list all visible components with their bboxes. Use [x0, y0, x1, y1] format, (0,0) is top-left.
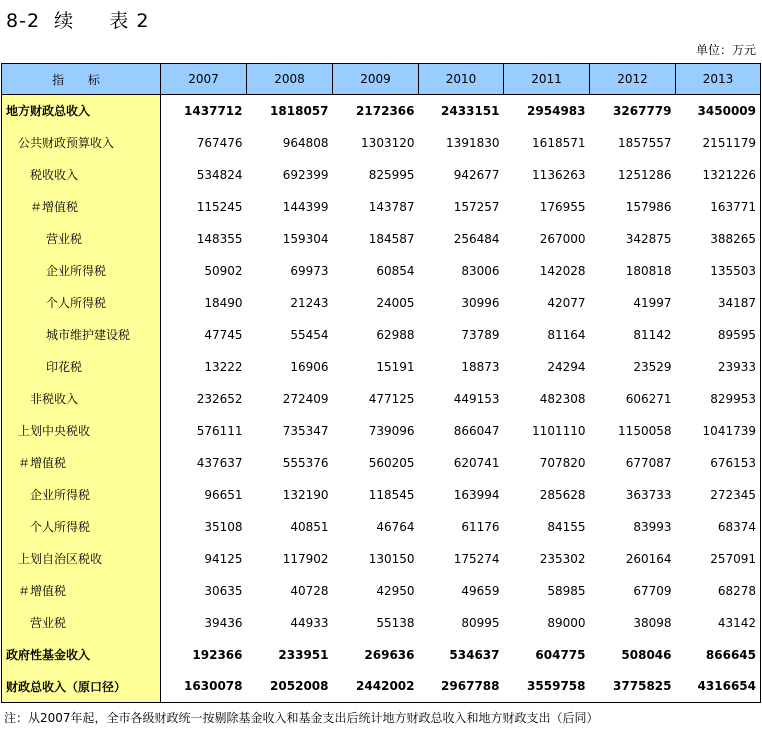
value-cell: 117902 — [282, 551, 329, 566]
value-cell: 38098 — [633, 615, 672, 630]
table-row — [2, 415, 761, 447]
table-row — [2, 127, 761, 159]
value-cell: 707820 — [539, 455, 586, 470]
value-cell: 257091 — [676, 543, 761, 575]
value-cell: 4316654 — [676, 671, 761, 703]
row-label: 个人所得税 — [2, 511, 161, 543]
value-cell: 477125 — [368, 391, 415, 406]
value-cell: 148355 — [196, 231, 243, 246]
value-cell: 13222 — [204, 359, 243, 374]
row-label: 上划自治区税收 — [2, 543, 161, 575]
value-cell: 83993 — [633, 519, 672, 534]
value-cell: 342875 — [625, 231, 672, 246]
indicator-header: 指 标 — [2, 64, 161, 95]
value-cell: 1857557 — [618, 135, 672, 150]
value-cell: 41997 — [633, 295, 672, 310]
value-cell: 272409 — [282, 391, 329, 406]
value-cell: 2052008 — [247, 671, 333, 703]
value-cell: 1041739 — [676, 415, 761, 447]
value-cell: 68278 — [676, 575, 761, 607]
value-cell: 43142 — [676, 607, 761, 639]
value-cell: 1136263 — [532, 167, 586, 182]
value-cell: 3450009 — [676, 95, 761, 127]
value-cell: 2954983 — [527, 103, 586, 118]
value-cell: 677087 — [625, 455, 672, 470]
year-header-2008: 2008 — [247, 64, 333, 95]
value-cell: 40851 — [290, 519, 329, 534]
value-cell: 735347 — [282, 423, 329, 438]
value-cell: 576111 — [196, 423, 243, 438]
value-cell: 42950 — [376, 583, 415, 598]
value-cell: 388265 — [676, 223, 761, 255]
value-cell: 1251286 — [618, 167, 672, 182]
value-cell: 130150 — [368, 551, 415, 566]
row-label: 税收收入 — [2, 159, 161, 191]
revenue-table — [1, 63, 761, 703]
value-cell: 144399 — [282, 199, 329, 214]
value-cell: 508046 — [621, 647, 672, 662]
value-cell: 3775825 — [590, 671, 676, 703]
value-cell: 184587 — [368, 231, 415, 246]
value-cell: 555376 — [282, 455, 329, 470]
table-header-row — [2, 64, 761, 95]
value-cell: 1321226 — [676, 159, 761, 191]
value-cell: 16906 — [290, 359, 329, 374]
value-cell: 176955 — [539, 199, 586, 214]
value-cell: 61176 — [461, 519, 500, 534]
value-cell: 1391830 — [446, 135, 500, 150]
value-cell: 560205 — [368, 455, 415, 470]
value-cell: 163994 — [453, 487, 500, 502]
row-label: 财政总收入（原口径） — [2, 671, 161, 703]
value-cell: 534637 — [449, 647, 500, 662]
value-cell: 232652 — [196, 391, 243, 406]
value-cell: 1630078 — [161, 671, 247, 703]
value-cell: 767476 — [196, 135, 243, 150]
value-cell: 233951 — [278, 647, 329, 662]
value-cell: 89595 — [676, 319, 761, 351]
value-cell: 69973 — [290, 263, 329, 278]
value-cell: 676153 — [676, 447, 761, 479]
table-row — [2, 95, 761, 127]
row-label: 企业所得税 — [2, 255, 161, 287]
row-label: 营业税 — [2, 607, 161, 639]
value-cell: 23529 — [633, 359, 672, 374]
value-cell: 692399 — [282, 167, 329, 182]
row-label: ＃增值税 — [2, 447, 161, 479]
value-cell: 620741 — [453, 455, 500, 470]
table-row — [2, 287, 761, 319]
row-label: ＃增值税 — [2, 191, 161, 223]
table-row — [2, 479, 761, 511]
row-label: 营业税 — [2, 223, 161, 255]
table-row — [2, 383, 761, 415]
value-cell: 80995 — [461, 615, 500, 630]
value-cell: 1818057 — [270, 103, 329, 118]
value-cell: 1618571 — [532, 135, 586, 150]
value-cell: 482308 — [539, 391, 586, 406]
value-cell: 73789 — [461, 327, 500, 342]
value-cell: 23933 — [676, 351, 761, 383]
value-cell: 163771 — [676, 191, 761, 223]
value-cell: 62988 — [376, 327, 415, 342]
value-cell: 2442002 — [333, 671, 419, 703]
value-cell: 81142 — [633, 327, 672, 342]
value-cell: 60854 — [376, 263, 415, 278]
value-cell: 2172366 — [356, 103, 415, 118]
value-cell: 256484 — [453, 231, 500, 246]
value-cell: 866047 — [453, 423, 500, 438]
row-label: 政府性基金收入 — [2, 639, 161, 671]
table-row — [2, 511, 761, 543]
value-cell: 118545 — [368, 487, 415, 502]
value-cell: 3559758 — [504, 671, 590, 703]
table-row — [2, 223, 761, 255]
table-row — [2, 255, 761, 287]
value-cell: 2433151 — [441, 103, 500, 118]
value-cell: 30996 — [461, 295, 500, 310]
value-cell: 89000 — [547, 615, 586, 630]
value-cell: 132190 — [282, 487, 329, 502]
value-cell: 143787 — [368, 199, 415, 214]
value-cell: 18490 — [204, 295, 243, 310]
year-header-2011: 2011 — [504, 64, 590, 95]
value-cell: 3267779 — [613, 103, 672, 118]
page-title: 8-2 续 表 2 — [6, 10, 150, 32]
table-row — [2, 319, 761, 351]
year-header-2013: 2013 — [676, 64, 761, 95]
year-header-2007: 2007 — [161, 64, 247, 95]
value-cell: 135503 — [676, 255, 761, 287]
table-row — [2, 639, 761, 671]
value-cell: 49659 — [461, 583, 500, 598]
value-cell: 58985 — [547, 583, 586, 598]
value-cell: 142028 — [539, 263, 586, 278]
table-row — [2, 351, 761, 383]
table-row — [2, 159, 761, 191]
value-cell: 269636 — [364, 647, 415, 662]
table-row — [2, 607, 761, 639]
value-cell: 34187 — [676, 287, 761, 319]
table-row — [2, 543, 761, 575]
value-cell: 604775 — [535, 647, 586, 662]
value-cell: 44933 — [290, 615, 329, 630]
row-label: 城市维护建设税 — [2, 319, 161, 351]
row-label: 企业所得税 — [2, 479, 161, 511]
value-cell: 964808 — [282, 135, 329, 150]
value-cell: 55454 — [290, 327, 329, 342]
value-cell: 437637 — [196, 455, 243, 470]
row-label: 非税收入 — [2, 383, 161, 415]
table-body — [2, 95, 761, 703]
value-cell: 18873 — [461, 359, 500, 374]
value-cell: 50902 — [204, 263, 243, 278]
value-cell: 84155 — [547, 519, 586, 534]
row-label: ＃增值税 — [2, 575, 161, 607]
year-header-2010: 2010 — [419, 64, 504, 95]
value-cell: 21243 — [290, 295, 329, 310]
value-cell: 55138 — [376, 615, 415, 630]
row-label: 个人所得税 — [2, 287, 161, 319]
value-cell: 94125 — [204, 551, 243, 566]
value-cell: 260164 — [625, 551, 672, 566]
row-label: 公共财政预算收入 — [2, 127, 161, 159]
row-label: 印花税 — [2, 351, 161, 383]
table-row — [2, 575, 761, 607]
value-cell: 24005 — [376, 295, 415, 310]
value-cell: 81164 — [547, 327, 586, 342]
value-cell: 39436 — [204, 615, 243, 630]
value-cell: 534824 — [196, 167, 243, 182]
table-row — [2, 191, 761, 223]
value-cell: 2151179 — [676, 127, 761, 159]
value-cell: 192366 — [192, 647, 243, 662]
value-cell: 285628 — [539, 487, 586, 502]
value-cell: 267000 — [539, 231, 586, 246]
value-cell: 42077 — [547, 295, 586, 310]
value-cell: 1150058 — [618, 423, 672, 438]
value-cell: 35108 — [204, 519, 243, 534]
value-cell: 866645 — [676, 639, 761, 671]
value-cell: 1303120 — [361, 135, 415, 150]
value-cell: 449153 — [453, 391, 500, 406]
value-cell: 175274 — [453, 551, 500, 566]
value-cell: 68374 — [676, 511, 761, 543]
value-cell: 115245 — [196, 199, 243, 214]
value-cell: 942677 — [453, 167, 500, 182]
value-cell: 159304 — [282, 231, 329, 246]
value-cell: 272345 — [676, 479, 761, 511]
value-cell: 825995 — [368, 167, 415, 182]
unit-label: 单位：万元 — [695, 43, 756, 57]
value-cell: 180818 — [625, 263, 672, 278]
value-cell: 24294 — [547, 359, 586, 374]
footnote: 注：从2007年起，全市各级财政统一按剔除基金收入和基金支出后统计地方财政总收入和地方财政支出（后同） — [4, 711, 599, 725]
value-cell: 15191 — [376, 359, 415, 374]
value-cell: 157986 — [625, 199, 672, 214]
value-cell: 40728 — [290, 583, 329, 598]
year-header-2012: 2012 — [590, 64, 676, 95]
value-cell: 30635 — [204, 583, 243, 598]
value-cell: 83006 — [461, 263, 500, 278]
value-cell: 96651 — [204, 487, 243, 502]
value-cell: 1437712 — [184, 103, 243, 118]
value-cell: 1101110 — [532, 423, 586, 438]
table-row — [2, 447, 761, 479]
value-cell: 67709 — [633, 583, 672, 598]
value-cell: 235302 — [539, 551, 586, 566]
value-cell: 606271 — [625, 391, 672, 406]
year-header-2009: 2009 — [333, 64, 419, 95]
value-cell: 46764 — [376, 519, 415, 534]
table-row — [2, 671, 761, 703]
value-cell: 2967788 — [419, 671, 504, 703]
value-cell: 739096 — [368, 423, 415, 438]
value-cell: 363733 — [625, 487, 672, 502]
value-cell: 157257 — [453, 199, 500, 214]
row-label: 地方财政总收入 — [2, 95, 161, 127]
value-cell: 829953 — [676, 383, 761, 415]
row-label: 上划中央税收 — [2, 415, 161, 447]
value-cell: 47745 — [204, 327, 243, 342]
